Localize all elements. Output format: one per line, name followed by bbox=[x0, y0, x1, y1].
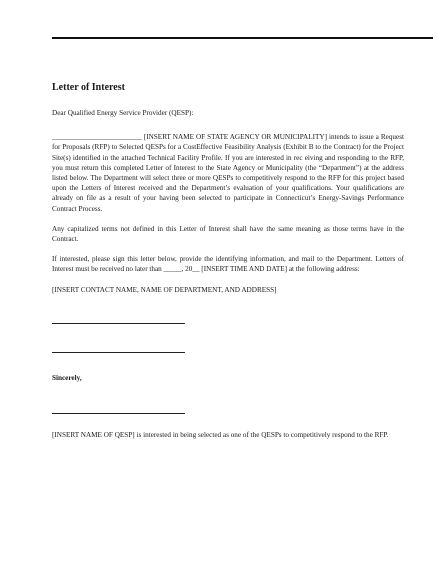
intro-paragraph: _________________________ [INSERT NAME OF STATE AGENCY OR MUNICIPALITY] intends to issue a Request for Proposals (RFP) to Selected QESPs for a CostEffective Feasibility Analysis (Exhibit B to the Contract) for the Project Site(s) identified in the attached Technical Facility Profile. If you are interested in rec eiving and responding to the RFP, you must return this completed Letter of Interest to the State Agency or Municipality (the “Department”) at the address listed below. The Department will select three or more QESPs to competitively respond to the RFP for this project based upon the Letters of Interest received and the Department’s evaluation of your qualifications. Your qualifications are already on file as a result of your having been selected to participate in Connecticut’s Energy-Savings Performance Contract Process. bbox=[52, 133, 404, 213]
contact-address: [INSERT CONTACT NAME, NAME OF DEPARTMENT, AND ADDRESS] bbox=[52, 285, 277, 294]
signature-line bbox=[52, 323, 185, 324]
closing: Sincerely, bbox=[52, 373, 82, 382]
header-rule bbox=[52, 37, 433, 39]
instructions-paragraph: If interested, please sign this letter below, provide the identifying information, and mail to the Department. Letters of Interest must be received no later than _____, 20__ [INSERT TIME AND DATE] at the following address: bbox=[52, 255, 404, 274]
terms-paragraph: Any capitalized terms not defined in this Letter of Interest shall have the same meaning as those terms have in the Contract. bbox=[52, 224, 404, 244]
name-line bbox=[52, 352, 185, 353]
letter-body bbox=[52, 82, 404, 450]
salutation: Dear Qualified Energy Service Provider (QESP): bbox=[52, 109, 194, 117]
letter-title: Letter of Interest bbox=[52, 82, 125, 93]
closing-signature-line bbox=[52, 413, 185, 414]
footer-statement: [INSERT NAME OF QESP] is interested in being selected as one of the QESPs to competitively respond to the RFP. bbox=[52, 431, 389, 440]
